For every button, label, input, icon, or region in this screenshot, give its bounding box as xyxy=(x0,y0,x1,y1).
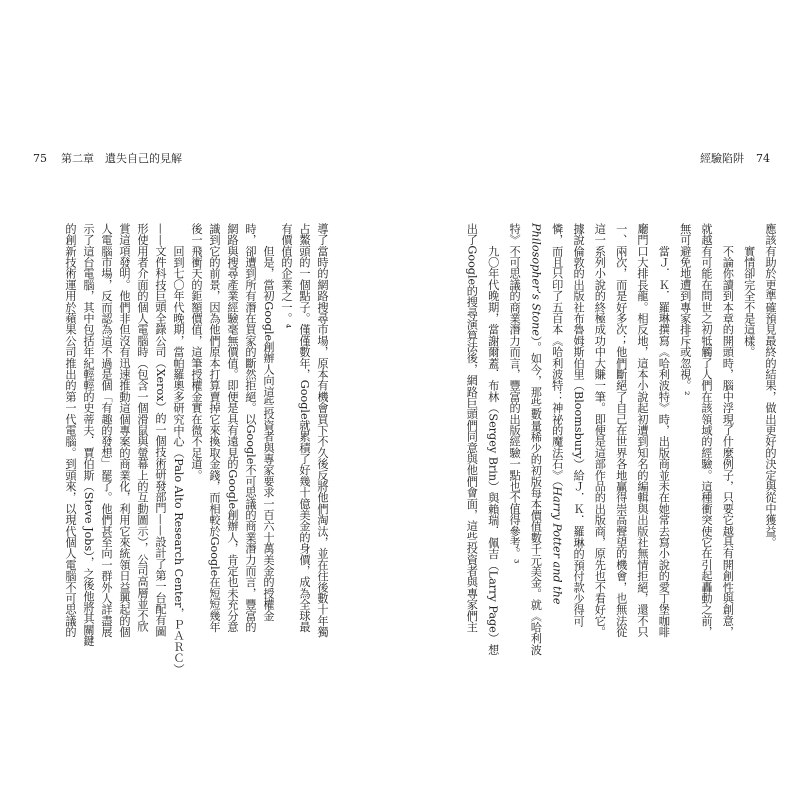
text-column: 有價值的企業之一。⁴ xyxy=(280,223,293,329)
text-column: 網路與搜尋產業經驗毫無價值。即便是具有遠見的Google創辦人，肯定也未充分意 xyxy=(226,223,239,633)
text-segment: 憐，而且只印了五百本《哈利波特：神祕的魔法石》（ xyxy=(550,223,564,487)
page-number: 74 xyxy=(756,152,770,165)
chapter-label: 第二章 xyxy=(61,152,94,165)
text-column: 這一系列小說的終極成功中大賺一筆。即便是這部作品的出版商，原先也不看好它。 xyxy=(593,223,607,638)
running-header-right xyxy=(700,152,770,166)
text-column: 示了這台電腦，其中包括年紀輕輕的史蒂夫．賈伯斯（Steve Jobs），之後他將其關鍵 xyxy=(82,223,95,647)
text-column: 回到七〇年代晚期，當帕羅奧多研究中心（Palo Alto Research Center，ＰＡＲＣ） xyxy=(172,223,185,675)
text-column: 後一飛衝天的鉅額價值，這筆授權金實在微不足道。 xyxy=(190,223,203,481)
text-column: 當Ｊ．Ｋ．羅琳撰寫《哈利波特》時，出版商並未在她常去寫小說的愛丁堡咖啡 xyxy=(657,223,671,638)
text-segment: Philosopher’s Stone xyxy=(529,223,543,337)
text-column: 應該有助於更準確預見最終的結果，做出更好的決定與從中獲益。 xyxy=(764,223,777,548)
text-column: 出了Google的搜尋演算法後，網路巨頭們同意與他們會面，這些投資者與專家們主 xyxy=(465,223,479,633)
text-column: 一、兩次，而是好多次；他們斷絕了自己在世界各地贏得崇高聲望的機會，也無法從 xyxy=(614,223,628,638)
text-column: 識到它的前景，因為他們原本打算賣掉它來換取金錢，而相較於Google在短短幾年 xyxy=(208,223,221,633)
text-column: 就越有可能在問世之初牴觸了人們在該領域的經驗。這種衝突使它在引起轟動之前， xyxy=(700,223,714,638)
text-column: 的創新技術運用於蘋果公司推出的第一代電腦。到頭來，以現代個人電腦不可思議的 xyxy=(64,223,77,638)
text-column xyxy=(525,223,546,656)
text-column xyxy=(546,223,567,643)
text-segment: ）。如今，那些數量稀少的初版每本價值數千元美金。就《哈利波 xyxy=(529,336,543,656)
text-column: 實情卻完全不是這樣。 xyxy=(742,223,756,358)
text-column: 賞這項發明。他們非但沒有迅速推動這個專案的商業化，利用它來統領日益興起的個 xyxy=(118,223,131,638)
section-title: 經驗陷阱 xyxy=(700,152,744,165)
text-column: 廳門口大排長龍。相反地，這本小說起初遭到知名的編輯與出版社無情拒絕，還不只 xyxy=(636,223,650,638)
text-column: 九〇年代晚期，當謝爾蓋．布林（Sergey Brin）與賴瑞．佩吉（Larry Page）想 xyxy=(486,223,500,656)
text-column: 時，卻遭到所有潛在買家的斷然拒絕。以Google不可思議的商業潛力而言，豐富的 xyxy=(244,223,257,633)
text-column: 無可避免地遭到專家排斥或忽視。² xyxy=(678,223,692,396)
chapter-title: 遺失自己的見解 xyxy=(105,152,182,165)
text-segment: Harry Potter and the xyxy=(550,486,564,605)
text-column: 形使用者介面的個人電腦時（包含一個滑鼠與螢幕上的互動圖示），公司高層並不欣 xyxy=(136,223,149,632)
text-column: ——文件科技巨頭全錄公司（Xerox）的一個技術研發部門——設計了第一台配有圖 xyxy=(154,223,167,637)
text-column: 但是，當初Google創辦人向這些投資者與專家要求一百六十萬美金的授權金 xyxy=(262,223,275,622)
text-column: 據說倫敦的出版社布魯姆斯伯里（Bloomsbury）給Ｊ．Ｋ．羅琳的預付款少得可 xyxy=(572,223,586,627)
text-column: 人電腦市場，反而認為這不過是個「有趣的發想」罷了。他們甚至向一群外人詳盡展 xyxy=(100,223,113,638)
text-column: 占鰲頭的一個點子。僅僅數年，Google就累積了好幾十億美金的身價，成為全球最 xyxy=(298,223,311,633)
running-header-left xyxy=(33,152,182,166)
text-column: 特》不可思議的商業潛力而言，豐富的出版經驗一點也不值得參考。³ xyxy=(508,223,522,564)
text-column: 不論你讀到本章的開頭時，腦中浮現了什麼例子，只要它越具有開創性與創意， xyxy=(721,223,735,638)
body-text-left xyxy=(61,223,331,675)
right-page xyxy=(400,0,800,800)
text-column: 導了當時的網路搜尋市場，原本有機會買下不久後反將他們淘汰，並在往後數十年獨 xyxy=(316,223,329,638)
page-number: 75 xyxy=(33,152,47,165)
body-text-right xyxy=(461,223,781,656)
